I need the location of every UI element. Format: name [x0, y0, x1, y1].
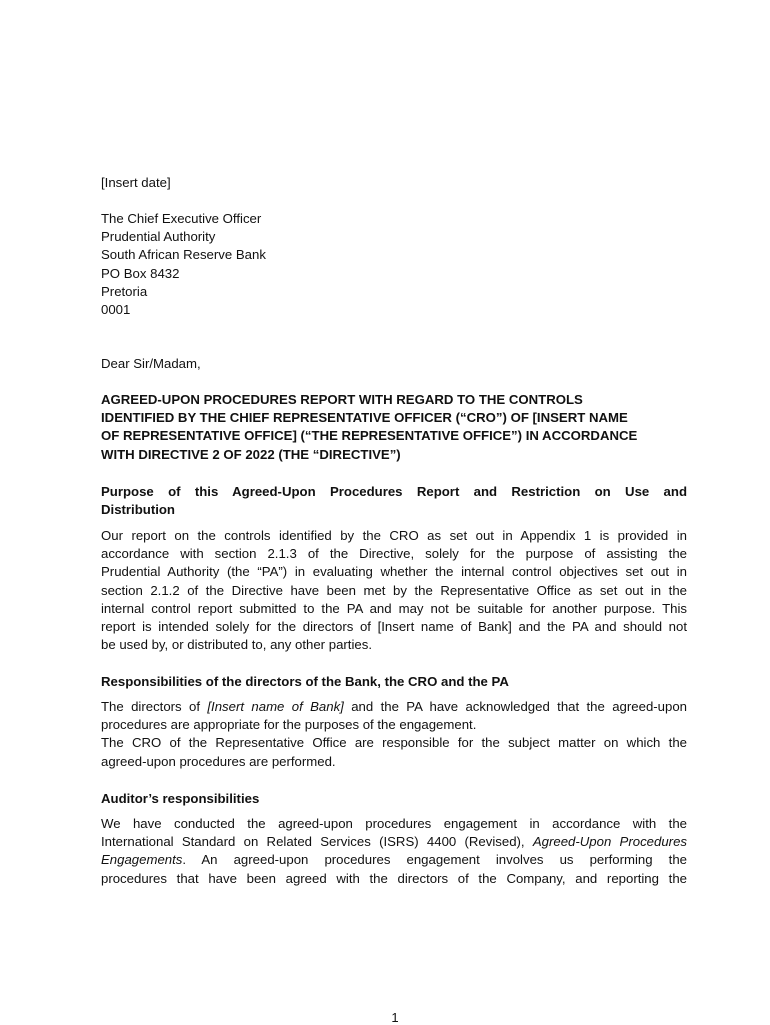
addressee-line: Prudential Authority — [101, 229, 216, 245]
addressee-line: PO Box 8432 — [101, 265, 180, 281]
date-line: [Insert date] — [101, 175, 171, 190]
addressee-line: Pretoria — [101, 283, 148, 299]
salutation: Dear Sir/Madam, — [101, 356, 201, 371]
report-title: AGREED-UPON PROCEDURES REPORT WITH REGARD TO THE CONTROLS IDENTIFIED BY THE CHIEF REPRESENTATIVE OFFICER (“CRO”) OF [INSERT NAME OF REPRESENTATIVE OFFICE] (“THE REPRESENTATIVE OFFICE”) IN ACCORDANCE WITH DIRECTIVE 2 OF 2022 (THE “DIRECTIVE”) — [101, 392, 638, 462]
auditor-heading: Auditor’s responsibilities — [101, 791, 260, 806]
responsibilities-paragraph: The directors of [Insert name of Bank] and the PA have acknowledged that the agreed-upon procedures are appropriate for the purposes of the engagement. The CRO of the Representative Office are responsible for the subject matter on which the agreed-upon procedures are performed. — [101, 699, 688, 769]
auditor-paragraph: We have conducted the agreed-upon procedures engagement in accordance with the International Standard on Related Services (ISRS) 4400 (Revised), Agreed-Upon Procedures Engagements. An agreed-upon procedures engagement involves us performing the procedures that have been agreed with the directors of the Company, and reporting the — [101, 816, 687, 886]
addressee-line: South African Reserve Bank — [101, 247, 266, 263]
addressee-line: The Chief Executive Officer — [101, 211, 262, 226]
addressee-line: 0001 — [101, 302, 131, 318]
purpose-paragraph: Our report on the controls identified by the CRO as set out in Appendix 1 is provided in accordance with section 2.1.3 of the Directive, solely for the purpose of assisting the Prudential Authority (the “PA”) in evaluating whether the internal control objectives set out in section 2.1.2 of the Directive have been met by the Representative Office as set out in the internal control report submitted to the PA and may not be suitable for another purpose. This report is intended solely for the directors of [Insert name of Bank] and the PA and should not be used by, or distributed to, any other parties. — [101, 528, 687, 653]
addressee-block — [101, 210, 687, 319]
page-number: 1 — [391, 1010, 399, 1025]
responsibilities-heading: Responsibilities of the directors of the Bank, the CRO and the PA — [101, 674, 509, 689]
purpose-heading: Purpose of this Agreed-Upon Procedures Report and Restriction on Use and Distribution — [101, 484, 687, 518]
